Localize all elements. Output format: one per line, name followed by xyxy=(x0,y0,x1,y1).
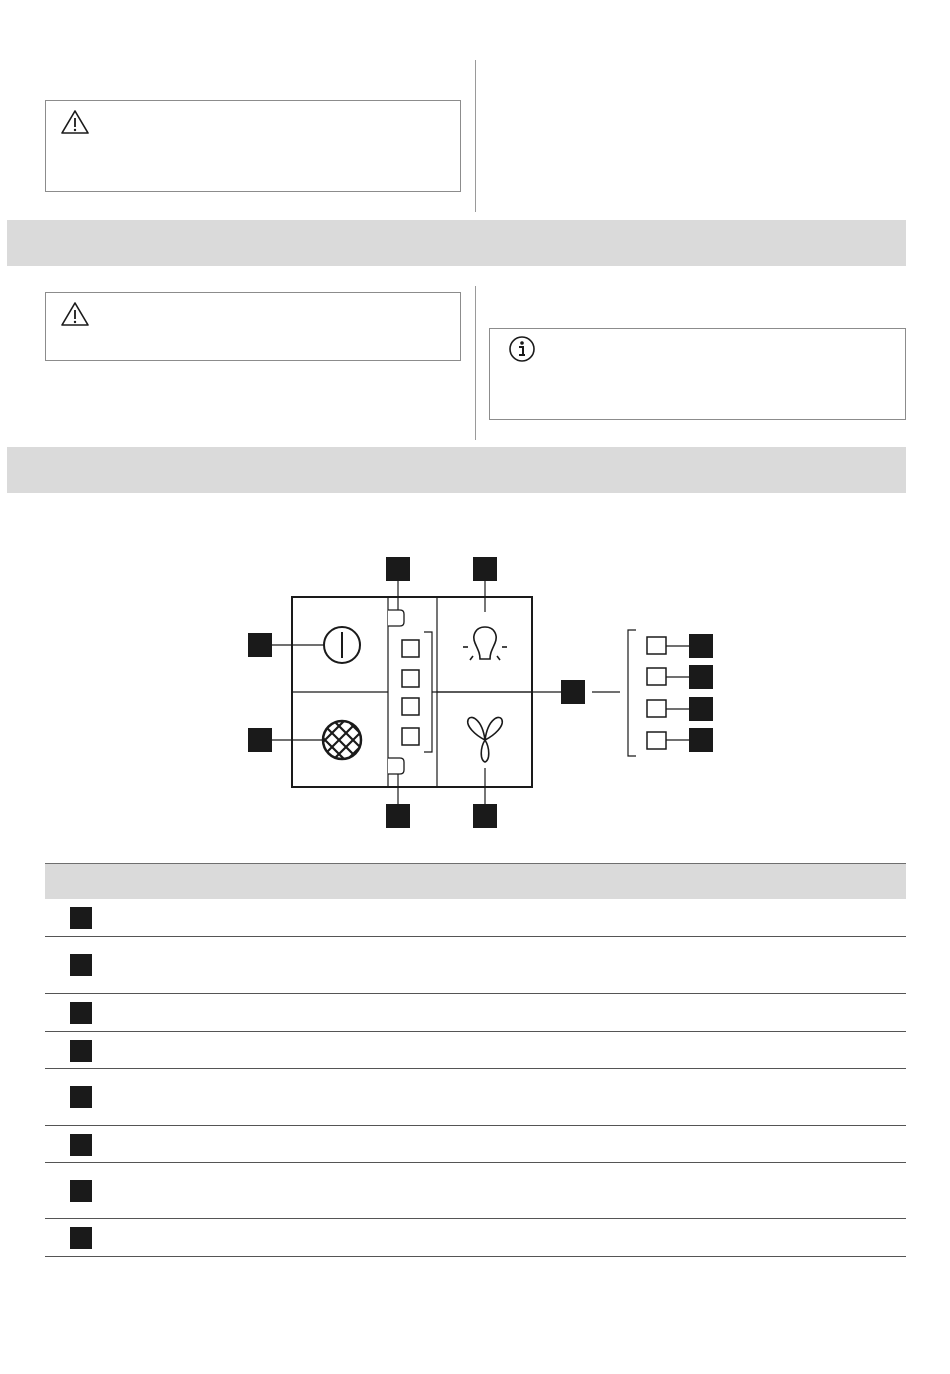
table-header xyxy=(45,863,906,899)
callout-marker xyxy=(561,680,585,704)
row-marker xyxy=(70,954,92,976)
row-marker xyxy=(70,1134,92,1156)
table-row xyxy=(45,937,906,994)
top-notch xyxy=(388,610,404,626)
panel-indicator-bracket xyxy=(424,632,432,752)
row-marker xyxy=(70,1180,92,1202)
bottom-notch xyxy=(388,758,404,774)
row-marker xyxy=(70,1040,92,1062)
row-marker xyxy=(70,1086,92,1108)
callout-marker xyxy=(473,804,497,828)
panel-indicators xyxy=(402,640,419,745)
power-icon xyxy=(324,627,360,663)
table-row xyxy=(45,1219,906,1257)
fan-icon xyxy=(468,717,503,762)
table-row xyxy=(45,994,906,1032)
table-row xyxy=(45,899,906,937)
table-row xyxy=(45,1069,906,1126)
callout-marker xyxy=(689,728,713,752)
callout-marker xyxy=(689,697,713,721)
callout-marker xyxy=(689,665,713,689)
side-indicator-bracket xyxy=(628,630,636,756)
row-marker xyxy=(70,907,92,929)
table-row xyxy=(45,1163,906,1219)
table-row xyxy=(45,1032,906,1069)
side-indicators xyxy=(647,637,666,749)
row-marker xyxy=(70,1002,92,1024)
row-marker xyxy=(70,1227,92,1249)
callout-marker xyxy=(248,633,272,657)
callout-marker xyxy=(248,728,272,752)
callout-marker xyxy=(386,804,410,828)
callout-marker xyxy=(689,634,713,658)
table-row xyxy=(45,1126,906,1163)
callout-marker xyxy=(473,557,497,581)
light-bulb-icon xyxy=(463,627,507,660)
callout-marker xyxy=(386,557,410,581)
